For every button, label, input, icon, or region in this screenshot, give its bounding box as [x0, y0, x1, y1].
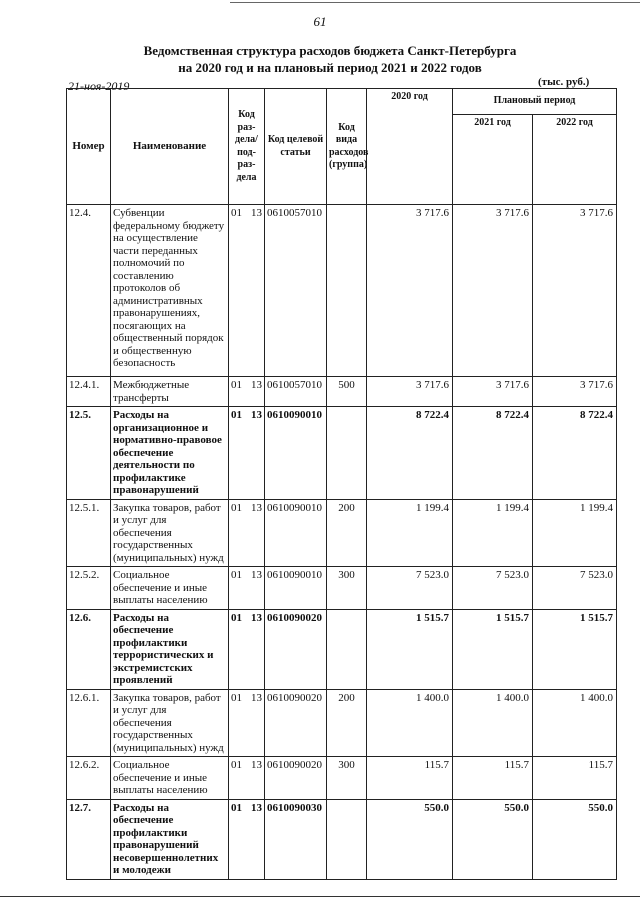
row-expense-type [327, 407, 367, 500]
row-number: 12.5.2. [67, 567, 111, 610]
row-name: Социальное обеспечение и иные выплаты населению [111, 567, 229, 610]
budget-table [66, 88, 617, 880]
header-2022: 2022 год [533, 115, 617, 205]
page-title [60, 42, 600, 76]
subsection-code: 13 [251, 409, 262, 421]
section-code: 01 [231, 691, 242, 704]
row-value-2022: 115.7 [533, 757, 617, 800]
subsection-code: 13 [251, 801, 262, 814]
row-name: Субвенции федеральному бюджету на осуществление части переданных полномочий по составлению протоколов об административных правонарушениях, посягающих на общественный порядок и общественную безопасность [111, 205, 229, 377]
row-target-code: 0610090020 [265, 609, 327, 689]
row-value-2021: 1 199.4 [453, 499, 533, 567]
row-expense-type [327, 609, 367, 689]
row-value-2022: 3 717.6 [533, 205, 617, 377]
row-name: Закупка товаров, работ и услуг для обеспечения государственных (муниципальных) нужд [111, 689, 229, 757]
header-2021: 2021 год [453, 115, 533, 205]
row-section-code [229, 407, 265, 500]
header-number: Номер [67, 89, 111, 205]
row-expense-type: 500 [327, 377, 367, 407]
row-number: 12.6.2. [67, 757, 111, 800]
row-expense-type [327, 799, 367, 879]
row-expense-type: 300 [327, 567, 367, 610]
row-section-code [229, 799, 265, 879]
row-number: 12.5.1. [67, 499, 111, 567]
document-date: 21-ноя-2019 [68, 79, 130, 93]
subsection-code: 13 [251, 691, 262, 704]
row-value-2020: 115.7 [367, 757, 453, 800]
row-value-2022: 1 199.4 [533, 499, 617, 567]
row-value-2020: 1 400.0 [367, 689, 453, 757]
row-value-2022: 3 717.6 [533, 377, 617, 407]
table-row [67, 499, 617, 567]
row-value-2021: 3 717.6 [453, 205, 533, 377]
row-target-code: 0610057010 [265, 377, 327, 407]
section-code: 01 [231, 569, 242, 581]
section-code: 01 [231, 207, 242, 219]
header-name: Наименование [111, 89, 229, 205]
row-number: 12.5. [67, 407, 111, 500]
row-value-2020: 3 717.6 [367, 377, 453, 407]
row-value-2021: 7 523.0 [453, 567, 533, 610]
row-value-2021: 3 717.6 [453, 377, 533, 407]
section-code: 01 [231, 501, 242, 514]
table-row [67, 407, 617, 500]
row-expense-type: 200 [327, 499, 367, 567]
row-number: 12.7. [67, 799, 111, 879]
section-code: 01 [231, 379, 242, 391]
table-row [67, 689, 617, 757]
row-value-2020: 1 199.4 [367, 499, 453, 567]
row-value-2022: 1 400.0 [533, 689, 617, 757]
header-2020: 2020 год [367, 89, 453, 205]
row-target-code: 0610090020 [265, 757, 327, 800]
row-name: Межбюджетные трансферты [111, 377, 229, 407]
subsection-code: 13 [251, 207, 262, 219]
table-row [67, 567, 617, 610]
row-section-code [229, 499, 265, 567]
row-value-2021: 115.7 [453, 757, 533, 800]
table-header [67, 89, 617, 205]
row-name: Расходы на обеспечение профилактики террористических и экстремистских проявлений [111, 609, 229, 689]
table-body [67, 205, 617, 880]
table-row [67, 609, 617, 689]
table-row [67, 757, 617, 800]
row-value-2020: 550.0 [367, 799, 453, 879]
row-value-2021: 1 400.0 [453, 689, 533, 757]
row-target-code: 0610090010 [265, 407, 327, 500]
row-number: 12.4. [67, 205, 111, 377]
table-row [67, 799, 617, 879]
header-target: Код целевой статьи [265, 89, 327, 205]
row-value-2022: 8 722.4 [533, 407, 617, 500]
subsection-code: 13 [251, 501, 262, 514]
section-code: 01 [231, 759, 242, 771]
row-value-2022: 1 515.7 [533, 609, 617, 689]
row-name: Расходы на обеспечение профилактики правонарушений несовершеннолетних и молодежи [111, 799, 229, 879]
row-value-2020: 7 523.0 [367, 567, 453, 610]
table-row [67, 205, 617, 377]
title-line-1: Ведомственная структура расходов бюджета Санкт-Петербурга [143, 43, 517, 58]
row-name: Расходы на организационное и нормативно-правовое обеспечение деятельности по профилактике правонарушений [111, 407, 229, 500]
section-code: 01 [231, 801, 242, 814]
title-line-2: на 2020 год и на плановый период 2021 и 2022 годов [178, 60, 482, 75]
row-value-2020: 1 515.7 [367, 609, 453, 689]
top-scan-rule [230, 2, 640, 3]
row-section-code [229, 567, 265, 610]
row-value-2021: 8 722.4 [453, 407, 533, 500]
row-value-2021: 1 515.7 [453, 609, 533, 689]
row-name: Закупка товаров, работ и услуг для обеспечения государственных (муниципальных) нужд [111, 499, 229, 567]
page-number: 61 [313, 14, 327, 29]
row-number: 12.6. [67, 609, 111, 689]
row-name: Социальное обеспечение и иные выплаты населению [111, 757, 229, 800]
table-row [67, 377, 617, 407]
header-expense-type: Код вида расходов (группа) [327, 89, 367, 205]
row-target-code: 0610057010 [265, 205, 327, 377]
row-value-2021: 550.0 [453, 799, 533, 879]
row-value-2020: 3 717.6 [367, 205, 453, 377]
row-target-code: 0610090010 [265, 567, 327, 610]
row-target-code: 0610090020 [265, 689, 327, 757]
row-section-code [229, 757, 265, 800]
row-number: 12.4.1. [67, 377, 111, 407]
row-target-code: 0610090030 [265, 799, 327, 879]
row-expense-type [327, 205, 367, 377]
row-section-code [229, 205, 265, 377]
row-section-code [229, 377, 265, 407]
row-value-2020: 8 722.4 [367, 407, 453, 500]
section-code: 01 [231, 611, 242, 624]
units-label: (тыс. руб.) [538, 76, 590, 88]
row-number: 12.6.1. [67, 689, 111, 757]
row-value-2022: 550.0 [533, 799, 617, 879]
subsection-code: 13 [251, 379, 262, 391]
bottom-scan-rule [0, 896, 640, 897]
row-target-code: 0610090010 [265, 499, 327, 567]
row-expense-type: 200 [327, 689, 367, 757]
row-section-code [229, 689, 265, 757]
row-section-code [229, 609, 265, 689]
row-expense-type: 300 [327, 757, 367, 800]
subsection-code: 13 [251, 611, 262, 624]
subsection-code: 13 [251, 569, 262, 581]
header-section: Код раз-дела/ под-раз-дела [229, 89, 265, 205]
section-code: 01 [231, 409, 242, 421]
row-value-2022: 7 523.0 [533, 567, 617, 610]
header-planned-period: Плановый период [453, 89, 617, 115]
subsection-code: 13 [251, 759, 262, 771]
